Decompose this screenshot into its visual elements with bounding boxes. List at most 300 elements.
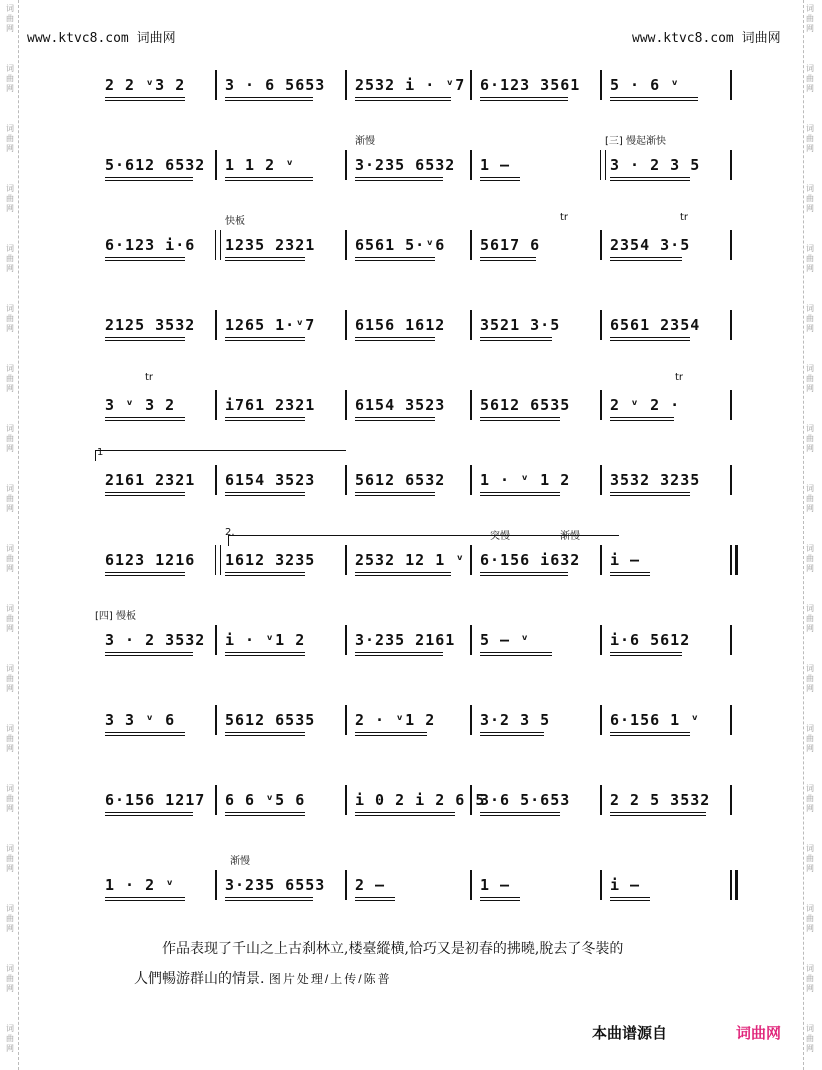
beam-line — [355, 340, 435, 341]
beam-line — [610, 495, 690, 496]
measure: 3·6 5·653 — [480, 791, 571, 809]
measure: 3 ᵛ 3 2 — [105, 396, 176, 414]
barline — [600, 545, 602, 575]
beam-line — [610, 812, 706, 813]
watermark-glyph: 曲 — [6, 554, 14, 563]
measure: i – — [610, 551, 641, 569]
beam-line — [480, 812, 560, 813]
beam-line — [610, 420, 674, 421]
measure: 2 ᵛ 2 · — [610, 396, 681, 414]
score-row — [95, 527, 735, 579]
measure: 6123 1216 — [105, 551, 196, 569]
description-line-2 — [134, 968, 392, 988]
watermark-glyph: 网 — [6, 144, 14, 153]
measure: 5·612 6532 — [105, 156, 206, 174]
score-row — [95, 611, 735, 659]
tempo-mark: 渐慢 — [230, 856, 250, 867]
score-row — [95, 70, 735, 104]
watermark-glyph: 曲 — [806, 554, 814, 563]
beam-line — [480, 260, 536, 261]
beam-line — [225, 97, 313, 98]
barline — [345, 390, 347, 420]
watermark-glyph: 词 — [806, 4, 814, 13]
beam-line — [105, 260, 185, 261]
barline — [215, 310, 217, 340]
measure: 2161 2321 — [105, 471, 196, 489]
measure: 3·235 6532 — [355, 156, 456, 174]
beam-line — [355, 337, 435, 338]
barline — [470, 230, 472, 260]
beam-line — [480, 495, 560, 496]
watermark-glyph: 网 — [6, 864, 14, 873]
barline — [600, 785, 602, 815]
barline — [730, 230, 732, 260]
barline — [730, 705, 732, 735]
watermark-glyph: 网 — [6, 1044, 14, 1053]
watermark-glyph: 曲 — [806, 854, 814, 863]
barline — [345, 705, 347, 735]
measure: 2 – — [355, 876, 386, 894]
watermark-glyph: 曲 — [806, 974, 814, 983]
beam-line — [105, 815, 193, 816]
beam-line — [480, 417, 560, 418]
beam-line — [480, 652, 552, 653]
barline — [470, 70, 472, 100]
barline — [470, 465, 472, 495]
tempo-mark: 渐慢 — [355, 136, 375, 147]
measure: 6561 2354 — [610, 316, 701, 334]
beam-line — [610, 417, 674, 418]
barline — [730, 150, 732, 180]
watermark-glyph: 词 — [806, 784, 814, 793]
watermark-glyph: 词 — [806, 304, 814, 313]
watermark-glyph: 网 — [6, 204, 14, 213]
beam-line — [105, 100, 185, 101]
barline — [600, 625, 602, 655]
barline — [345, 150, 347, 180]
upload-credit: 图片处理/上传/陈普 — [268, 972, 392, 986]
right-watermark-strip — [803, 0, 818, 1070]
measure: 2 · ᵛ1 2 — [355, 711, 436, 729]
barline — [730, 465, 732, 495]
watermark-glyph: 曲 — [6, 74, 14, 83]
beam-line — [225, 655, 305, 656]
barline — [215, 230, 221, 260]
beam-line — [610, 572, 650, 573]
measure: i · ᵛ1 2 — [225, 631, 306, 649]
measure: 3·2 3 5 — [480, 711, 551, 729]
beam-line — [225, 897, 313, 898]
score-row — [95, 705, 735, 739]
watermark-glyph: 曲 — [6, 974, 14, 983]
watermark-glyph: 网 — [6, 984, 14, 993]
tempo-mark: 渐慢 — [560, 531, 580, 542]
beam-line — [610, 900, 650, 901]
beam-line — [105, 655, 193, 656]
barline — [470, 625, 472, 655]
beam-line — [355, 655, 443, 656]
barline — [730, 390, 732, 420]
score-row — [95, 212, 735, 264]
barline — [345, 785, 347, 815]
barline — [345, 310, 347, 340]
beam-line — [355, 897, 395, 898]
beam-line — [480, 257, 536, 258]
watermark-glyph: 词 — [6, 1024, 14, 1033]
measure: 2125 3532 — [105, 316, 196, 334]
watermark-glyph: 词 — [6, 544, 14, 553]
beam-line — [610, 492, 690, 493]
measure: 3 · 6 5653 — [225, 76, 326, 94]
watermark-glyph: 网 — [806, 384, 814, 393]
barline — [215, 545, 221, 575]
measure: 1 – — [480, 156, 511, 174]
beam-line — [355, 417, 435, 418]
watermark-glyph: 网 — [806, 84, 814, 93]
watermark-glyph: 网 — [806, 444, 814, 453]
beam-line — [355, 260, 435, 261]
site-watermark-right: www.ktvc8.com 词曲网 — [632, 31, 781, 46]
measure: 6154 3523 — [225, 471, 316, 489]
beam-line — [480, 572, 568, 573]
beam-line — [610, 652, 682, 653]
watermark-glyph: 曲 — [806, 134, 814, 143]
watermark-glyph: 词 — [6, 604, 14, 613]
watermark-glyph: 词 — [806, 364, 814, 373]
barline — [345, 70, 347, 100]
watermark-glyph: 词 — [806, 124, 814, 133]
site-watermark-left: www.ktvc8.com 词曲网 — [27, 31, 176, 46]
watermark-glyph: 网 — [806, 984, 814, 993]
beam-line — [355, 900, 395, 901]
measure: 5617 6 — [480, 236, 541, 254]
barline — [470, 705, 472, 735]
barline — [470, 545, 472, 575]
beam-line — [225, 575, 305, 576]
watermark-glyph: 曲 — [6, 794, 14, 803]
watermark-glyph: 曲 — [6, 314, 14, 323]
watermark-glyph: 曲 — [6, 674, 14, 683]
beam-line — [225, 340, 305, 341]
measure: i 0 2 i 2 6 5 — [355, 791, 486, 809]
description-text: 人們暢游群山的情景. — [134, 971, 265, 987]
beam-line — [480, 492, 560, 493]
beam-line — [225, 492, 305, 493]
watermark-glyph: 曲 — [806, 74, 814, 83]
beam-line — [355, 100, 451, 101]
beam-line — [610, 100, 698, 101]
tempo-mark: 2. — [225, 527, 235, 538]
beam-line — [105, 897, 185, 898]
watermark-glyph: 网 — [6, 324, 14, 333]
beam-line — [610, 337, 690, 338]
watermark-glyph: 曲 — [806, 674, 814, 683]
measure: 1 · ᵛ 1 2 — [480, 471, 571, 489]
measure: 3521 3·5 — [480, 316, 561, 334]
measure: 6·156 1 ᵛ — [610, 711, 701, 729]
beam-line — [225, 900, 313, 901]
beam-line — [610, 575, 650, 576]
measure: 3 3 ᵛ 6 — [105, 711, 176, 729]
beam-line — [610, 735, 690, 736]
score-row — [95, 785, 735, 819]
measure: 3 · 2 3532 — [105, 631, 206, 649]
beam-line — [355, 812, 455, 813]
barline — [730, 310, 732, 340]
beam-line — [105, 652, 193, 653]
beam-line — [225, 815, 305, 816]
beam-line — [105, 337, 185, 338]
beam-line — [225, 177, 313, 178]
beam-line — [105, 180, 193, 181]
watermark-glyph: 网 — [806, 204, 814, 213]
watermark-glyph: 词 — [806, 484, 814, 493]
watermark-glyph: 词 — [6, 184, 14, 193]
beam-line — [355, 572, 451, 573]
measure: 6·156 1217 — [105, 791, 206, 809]
watermark-glyph: 词 — [806, 1024, 814, 1033]
measure: i761 2321 — [225, 396, 316, 414]
measure: 2354 3·5 — [610, 236, 691, 254]
measure: 3532 3235 — [610, 471, 701, 489]
barline — [345, 625, 347, 655]
beam-line — [105, 495, 185, 496]
barline — [470, 310, 472, 340]
watermark-glyph: 曲 — [6, 134, 14, 143]
barline — [215, 625, 217, 655]
beam-line — [480, 897, 520, 898]
watermark-glyph: 词 — [6, 664, 14, 673]
beam-line — [610, 257, 682, 258]
beam-line — [105, 417, 185, 418]
beam-line — [105, 575, 185, 576]
watermark-glyph: 词 — [806, 244, 814, 253]
barline — [730, 545, 732, 575]
score-row — [95, 372, 735, 424]
beam-line — [610, 180, 690, 181]
watermark-glyph: 词 — [6, 424, 14, 433]
beam-line — [105, 735, 185, 736]
watermark-glyph: 网 — [806, 564, 814, 573]
beam-line — [480, 575, 568, 576]
beam-line — [355, 257, 435, 258]
score-row — [95, 447, 735, 499]
tempo-mark: tr — [560, 212, 569, 223]
tempo-mark: tr — [680, 212, 689, 223]
beam-line — [610, 97, 698, 98]
watermark-glyph: 网 — [6, 504, 14, 513]
watermark-glyph: 网 — [6, 264, 14, 273]
watermark-glyph: 网 — [6, 24, 14, 33]
barline — [600, 870, 602, 900]
beam-line — [105, 732, 185, 733]
watermark-glyph: 网 — [6, 444, 14, 453]
barline — [345, 465, 347, 495]
watermark-glyph: 曲 — [6, 494, 14, 503]
watermark-glyph: 词 — [6, 844, 14, 853]
watermark-glyph: 曲 — [6, 734, 14, 743]
beam-line — [480, 735, 544, 736]
left-watermark-strip — [4, 0, 19, 1070]
watermark-glyph: 词 — [6, 364, 14, 373]
beam-line — [105, 257, 185, 258]
watermark-glyph: 网 — [806, 264, 814, 273]
measure: 6561 5·ᵛ6 — [355, 236, 446, 254]
watermark-glyph: 词 — [806, 724, 814, 733]
watermark-glyph: 词 — [6, 484, 14, 493]
watermark-glyph: 网 — [806, 1044, 814, 1053]
watermark-glyph: 曲 — [806, 614, 814, 623]
beam-line — [355, 180, 443, 181]
beam-line — [480, 655, 552, 656]
measure: i·6 5612 — [610, 631, 691, 649]
beam-line — [480, 815, 560, 816]
barline — [600, 150, 606, 180]
beam-line — [225, 735, 305, 736]
beam-line — [480, 900, 520, 901]
beam-line — [480, 337, 552, 338]
barline — [215, 705, 217, 735]
barline — [215, 390, 217, 420]
measure: 6154 3523 — [355, 396, 446, 414]
measure: 2 2 ᵛ3 2 — [105, 76, 186, 94]
measure: 3·235 2161 — [355, 631, 456, 649]
watermark-glyph: 曲 — [6, 14, 14, 23]
beam-line — [610, 732, 690, 733]
watermark-glyph: 曲 — [6, 614, 14, 623]
barline — [215, 70, 217, 100]
barline — [345, 870, 347, 900]
watermark-glyph: 曲 — [806, 1034, 814, 1043]
watermark-glyph: 曲 — [806, 494, 814, 503]
watermark-glyph: 网 — [6, 564, 14, 573]
beam-line — [610, 897, 650, 898]
watermark-glyph: 词 — [806, 964, 814, 973]
watermark-glyph: 曲 — [6, 194, 14, 203]
beam-line — [105, 97, 185, 98]
watermark-glyph: 曲 — [806, 314, 814, 323]
watermark-glyph: 词 — [6, 124, 14, 133]
barline — [600, 70, 602, 100]
barline — [730, 625, 732, 655]
beam-line — [610, 815, 706, 816]
barline — [600, 310, 602, 340]
barline — [345, 545, 347, 575]
watermark-glyph: 词 — [6, 304, 14, 313]
watermark-glyph: 网 — [6, 384, 14, 393]
watermark-glyph: 词 — [806, 544, 814, 553]
beam-line — [355, 495, 435, 496]
source-brand-link[interactable]: 词曲网 — [736, 1024, 782, 1042]
watermark-glyph: 网 — [806, 624, 814, 633]
measure: 3·235 6553 — [225, 876, 326, 894]
source-label: 本曲谱源自 — [592, 1024, 668, 1042]
score-row — [95, 856, 735, 904]
watermark-glyph: 网 — [806, 504, 814, 513]
description-line-1: 作品表现了千山之上古刹林立,楼臺縱横,恰巧又是初春的拂曉,脫去了冬裝的 — [162, 941, 624, 957]
beam-line — [480, 177, 520, 178]
beam-line — [355, 575, 451, 576]
beam-line — [225, 337, 305, 338]
beam-line — [610, 655, 682, 656]
beam-line — [225, 180, 313, 181]
beam-line — [225, 652, 305, 653]
barline — [600, 230, 602, 260]
measure: 2532 i · ᵛ7 — [355, 76, 466, 94]
measure: 6·123 i·6 — [105, 236, 196, 254]
tempo-mark: 1 — [97, 447, 104, 458]
beam-line — [225, 100, 313, 101]
watermark-glyph: 网 — [806, 864, 814, 873]
watermark-glyph: 网 — [806, 24, 814, 33]
beam-line — [480, 732, 544, 733]
watermark-glyph: 网 — [806, 804, 814, 813]
measure: 6·123 3561 — [480, 76, 581, 94]
beam-line — [225, 812, 305, 813]
watermark-glyph: 网 — [6, 924, 14, 933]
watermark-glyph: 词 — [806, 904, 814, 913]
barline — [215, 870, 217, 900]
barline — [730, 785, 732, 815]
score-row — [95, 136, 735, 184]
watermark-glyph: 词 — [806, 664, 814, 673]
watermark-glyph: 词 — [806, 604, 814, 613]
beam-line — [225, 732, 305, 733]
beam-line — [355, 815, 455, 816]
beam-line — [105, 340, 185, 341]
watermark-glyph: 曲 — [806, 374, 814, 383]
measure: 5612 6535 — [480, 396, 571, 414]
measure: 1 · 2 ᵛ — [105, 876, 176, 894]
tempo-mark: 快板 — [225, 216, 245, 227]
watermark-glyph: 曲 — [806, 434, 814, 443]
beam-line — [480, 97, 568, 98]
watermark-glyph: 词 — [806, 424, 814, 433]
measure: 6 6 ᵛ5 6 — [225, 791, 306, 809]
beam-line — [610, 260, 682, 261]
measure: 1 1 2 ᵛ — [225, 156, 296, 174]
watermark-glyph: 词 — [6, 64, 14, 73]
measure: 3 · 2 3 5 — [610, 156, 701, 174]
watermark-glyph: 曲 — [806, 734, 814, 743]
measure: 5612 6532 — [355, 471, 446, 489]
beam-line — [355, 732, 427, 733]
watermark-glyph: 词 — [6, 724, 14, 733]
beam-line — [480, 180, 520, 181]
barline — [730, 70, 732, 100]
watermark-glyph: 词 — [6, 964, 14, 973]
barline — [215, 150, 217, 180]
beam-line — [355, 735, 427, 736]
beam-line — [355, 492, 435, 493]
barline — [600, 465, 602, 495]
watermark-glyph: 曲 — [6, 434, 14, 443]
watermark-glyph: 曲 — [806, 914, 814, 923]
beam-line — [105, 812, 193, 813]
watermark-glyph: 曲 — [806, 14, 814, 23]
beam-line — [225, 495, 305, 496]
watermark-glyph: 词 — [806, 64, 814, 73]
watermark-glyph: 曲 — [806, 254, 814, 263]
measure: i – — [610, 876, 641, 894]
watermark-glyph: 网 — [6, 624, 14, 633]
tempo-mark: [三] 慢起渐快 — [605, 136, 666, 147]
score-row — [95, 310, 735, 344]
beam-line — [610, 177, 690, 178]
measure: 5 – ᵛ — [480, 631, 531, 649]
barline — [215, 785, 217, 815]
watermark-glyph: 词 — [6, 4, 14, 13]
